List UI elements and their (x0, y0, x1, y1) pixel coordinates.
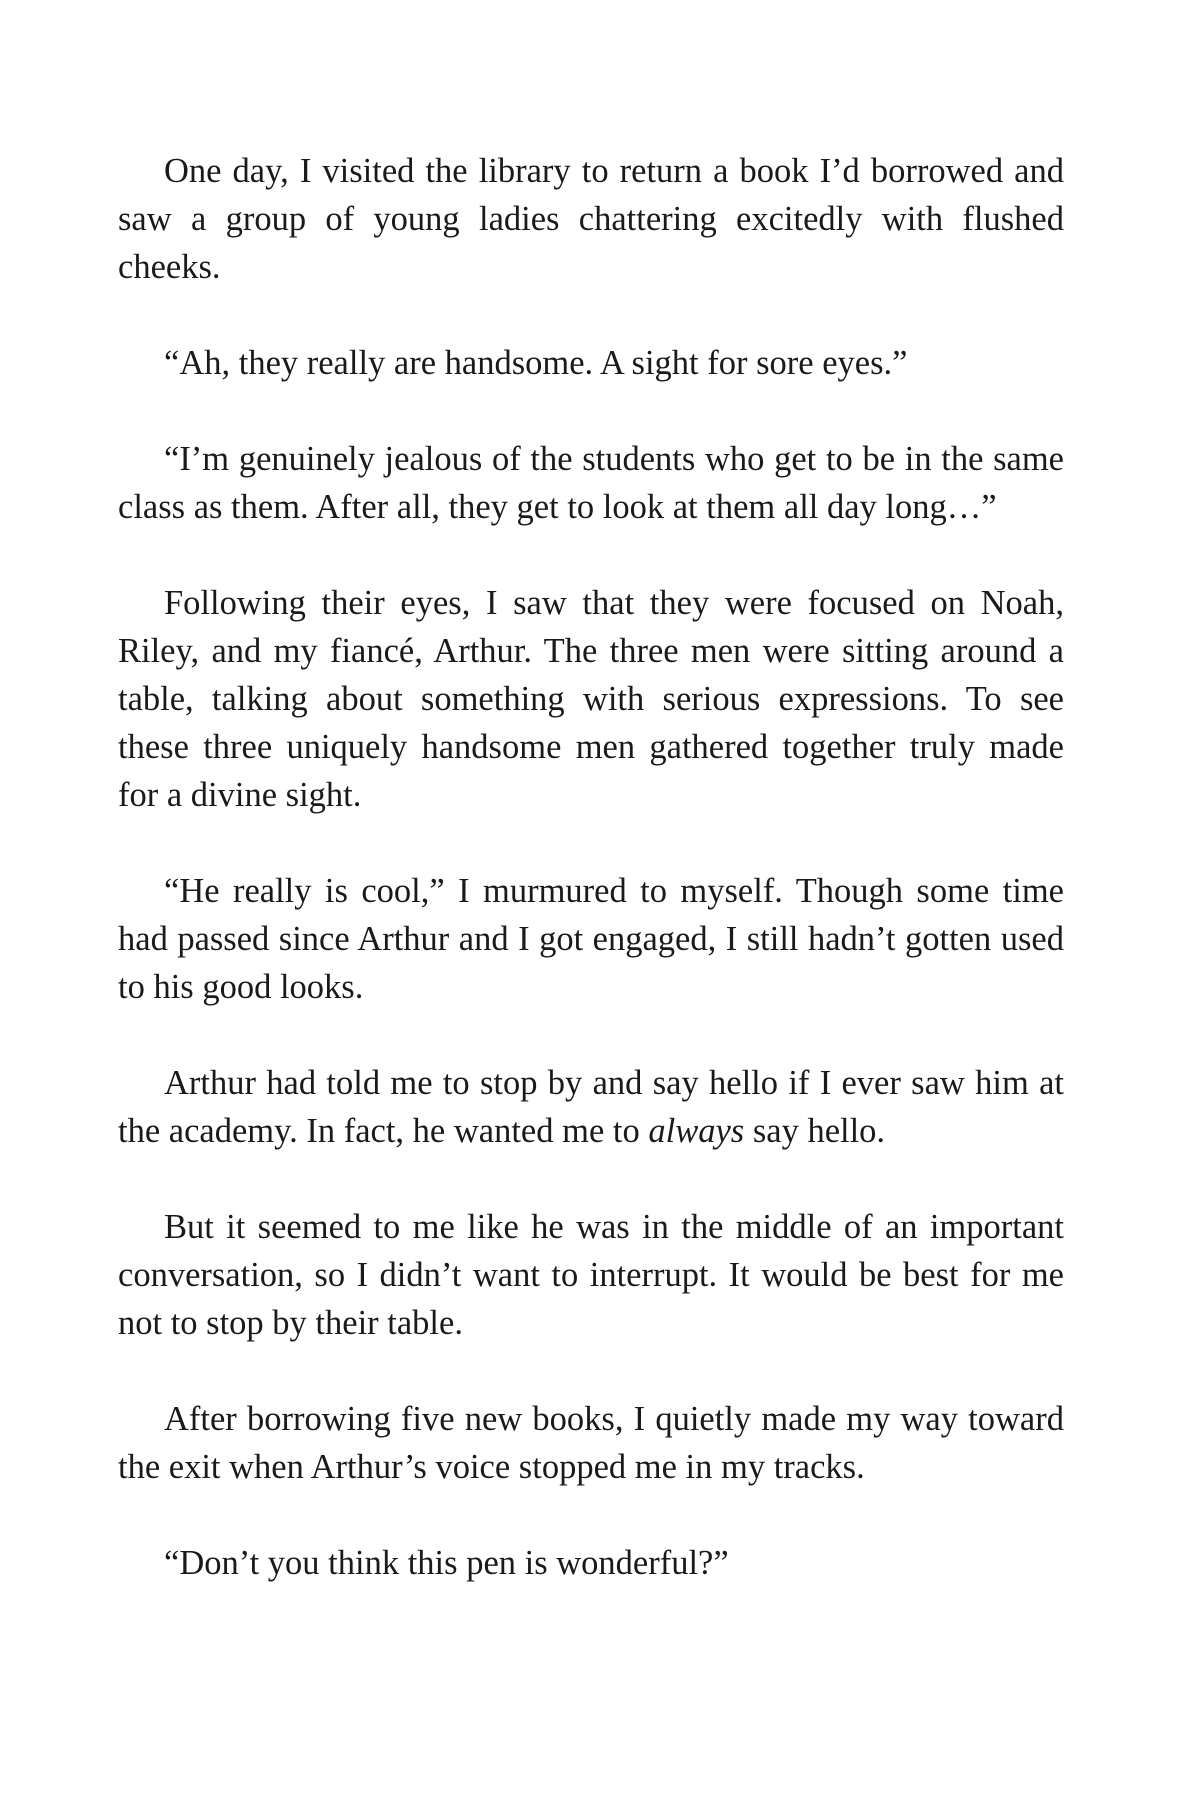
paragraph-say-hello-before: Arthur had told me to stop by and say hello if I ever saw him at the academy. In fact, he wanted me to (118, 1064, 1064, 1150)
paragraph-say-hello (118, 1059, 1064, 1155)
paragraph-murmured: “He really is cool,” I murmured to myself. Though some time had passed since Arthur and I got engaged, I still hadn’t gotten used to his good looks. (118, 872, 1064, 1006)
paragraph-three-men: Following their eyes, I saw that they were focused on Noah, Riley, and my fiancé, Arthur. The three men were sitting around a table, talking about something with serious expressions. To see these three uniquely handsome men gathered together truly made for a divine sight. (118, 584, 1064, 814)
paragraph-library-visit: One day, I visited the library to return a book I’d borrowed and saw a group of young ladies chattering excitedly with flushed cheeks. (118, 152, 1064, 286)
paragraph-important-conversation: But it seemed to me like he was in the middle of an important conversation, so I didn’t want to interrupt. It would be best for me not to stop by their table. (118, 1208, 1064, 1342)
paragraph-dialogue-jealous: “I’m genuinely jealous of the students who get to be in the same class as them. After all, they get to look at them all day long…” (118, 440, 1064, 526)
emphasis-always: always (648, 1112, 745, 1150)
book-page-text (118, 147, 1064, 1587)
paragraph-dialogue-pen: “Don’t you think this pen is wonderful?” (164, 1544, 729, 1582)
paragraph-dialogue-handsome: “Ah, they really are handsome. A sight for sore eyes.” (164, 344, 908, 382)
paragraph-say-hello-after: say hello. (744, 1112, 886, 1150)
paragraph-borrowing-books: After borrowing five new books, I quietly made my way toward the exit when Arthur’s voice stopped me in my tracks. (118, 1400, 1064, 1486)
